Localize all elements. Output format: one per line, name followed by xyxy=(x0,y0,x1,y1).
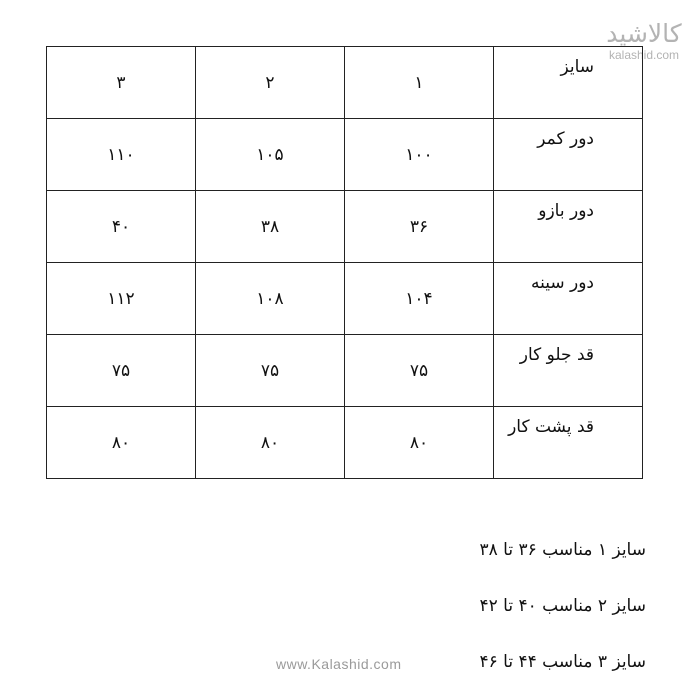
table-cell: ۸۰ xyxy=(345,407,494,479)
table-cell: ۱۰۴ xyxy=(345,263,494,335)
size-note: سایز ۱ مناسب ۳۶ تا ۳۸ xyxy=(479,540,646,560)
row-label-cell xyxy=(494,119,643,191)
table-cell: ۱۰۵ xyxy=(196,119,345,191)
table-cell: ۳ xyxy=(47,47,196,119)
size-chart-table xyxy=(46,46,643,479)
row-label-cell xyxy=(494,407,643,479)
table-cell: ۱۰۸ xyxy=(196,263,345,335)
row-label: دور بازو xyxy=(538,201,594,221)
table-cell: ۷۵ xyxy=(196,335,345,407)
table-row-size xyxy=(47,47,643,119)
row-label: قد پشت کار xyxy=(508,417,594,437)
table-cell: ۱ xyxy=(345,47,494,119)
row-label-cell xyxy=(494,335,643,407)
row-label: دور کمر xyxy=(537,129,594,149)
table-cell: ۳۸ xyxy=(196,191,345,263)
table-cell: ۷۵ xyxy=(345,335,494,407)
size-note: سایز ۲ مناسب ۴۰ تا ۴۲ xyxy=(479,596,646,616)
table-row-back-length xyxy=(47,407,643,479)
footer-url-watermark: www.Kalashid.com xyxy=(276,656,402,672)
logo-domain-text: kalashid.com xyxy=(608,48,680,62)
table-row-waist xyxy=(47,119,643,191)
table-row-front-length xyxy=(47,335,643,407)
row-label-cell xyxy=(494,191,643,263)
table-cell: ۳۶ xyxy=(345,191,494,263)
row-label-cell xyxy=(494,263,643,335)
row-label: سایز xyxy=(560,57,594,77)
table-cell: ۸۰ xyxy=(47,407,196,479)
row-label-cell xyxy=(494,47,643,119)
table-cell: ۲ xyxy=(196,47,345,119)
size-note: سایز ۳ مناسب ۴۴ تا ۴۶ xyxy=(479,652,646,672)
table-row-chest xyxy=(47,263,643,335)
row-label: دور سینه xyxy=(530,273,594,293)
table-cell: ۱۱۰ xyxy=(47,119,196,191)
table-cell: ۱۱۲ xyxy=(47,263,196,335)
table-row-arm xyxy=(47,191,643,263)
table-cell: ۱۰۰ xyxy=(345,119,494,191)
logo-brand-text: کالاشید xyxy=(606,19,682,48)
table-cell: ۴۰ xyxy=(47,191,196,263)
table-cell: ۸۰ xyxy=(196,407,345,479)
row-label: قد جلو کار xyxy=(519,345,594,365)
table-cell: ۷۵ xyxy=(47,335,196,407)
